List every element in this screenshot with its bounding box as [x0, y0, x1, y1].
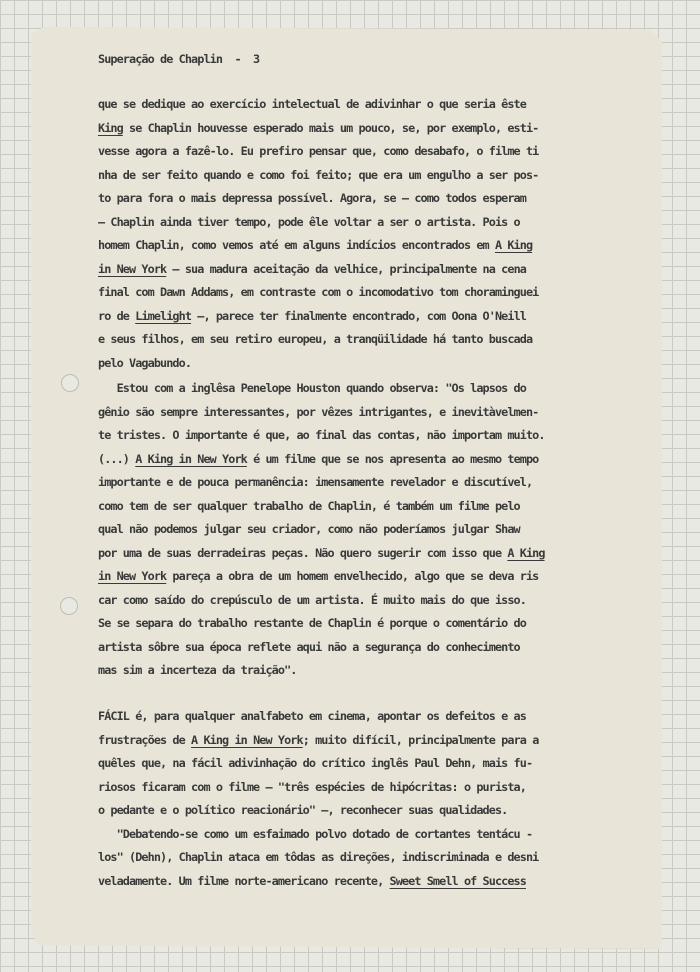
text-segment: to para fora o mais depressa possível. Agora, se — como todos esperam	[98, 191, 526, 205]
text-line	[98, 590, 526, 610]
text-segment: frustrações de	[98, 732, 192, 747]
text-segment: final com Dawn Addams, em contraste com o incomodativo tom choraminguei	[98, 285, 539, 299]
text-segment: ; muito difícil, principalmente para a	[302, 732, 539, 747]
text-line	[98, 730, 538, 750]
text-segment: riosos ficaram com o filme — "três espécies de hipócritas: o purista,	[98, 779, 526, 794]
text-line	[98, 259, 526, 279]
text-segment: pelo Vagabundo.	[98, 355, 192, 370]
text-segment: se Chaplin houvesse esperado mais um pouco, se, por exemplo, esti-	[122, 120, 539, 135]
text-segment: (...)	[98, 451, 136, 466]
text-line	[98, 282, 538, 302]
text-segment: car como saído do crepúsculo de um artista. É muito mais do que isso.	[98, 592, 526, 607]
document-body	[98, 49, 633, 888]
text-line	[98, 425, 545, 445]
text-segment: o pedante e o político reacionário" —, reconhecer suas qualidades.	[98, 803, 508, 817]
underlined-title: Sweet Smell of Success	[389, 873, 526, 888]
text-line	[98, 472, 532, 492]
text-segment: que se dedique ao exercício intelectual de adivinhar o que seria êste	[98, 97, 526, 111]
text-segment: por uma de suas derradeiras peças. Não quero sugerir com isso que	[98, 545, 508, 560]
text-line	[98, 378, 526, 398]
text-line	[98, 777, 526, 797]
text-segment: mas sim a incerteza da traição".	[98, 663, 297, 677]
text-segment: — sua madura aceitação da velhice, principalmente na cena	[166, 261, 526, 276]
text-line	[98, 871, 526, 891]
underlined-title: King	[98, 120, 123, 135]
text-segment: gênio são sempre interessantes, por vêzes intrigantes, e inevitàvelmen-	[98, 404, 539, 419]
text-segment: homem Chaplin, como vemos até em alguns indícios encontrados em	[98, 238, 495, 252]
text-segment: veladamente. Um filme norte-americano recente,	[98, 873, 390, 888]
underlined-title: in New York	[98, 261, 167, 276]
text-line	[98, 188, 526, 208]
text-line	[98, 353, 191, 373]
punch-hole	[60, 597, 78, 615]
text-segment: ro de	[98, 308, 136, 323]
text-line	[98, 824, 532, 844]
text-line	[98, 449, 538, 469]
text-segment: é um filme que se nos apresenta ao mesmo tempo	[246, 451, 539, 466]
text-line	[98, 94, 526, 114]
text-segment: los" (Dehn), Chaplin ataca em tôdas as direções, indiscriminada e desni	[98, 850, 539, 864]
text-segment: Estou com a inglêsa Penelope Houston quando observa: "Os lapsos do	[98, 381, 526, 395]
text-line	[98, 402, 538, 422]
text-segment: — Chaplin ainda tiver tempo, pode êle voltar a ser o artista. Pois o	[98, 214, 520, 229]
text-segment: vesse agora a fazê-lo. Eu prefiro pensar que, como desabafo, o filme ti	[98, 144, 539, 158]
text-segment: qual não podemos julgar seu criador, como não poderíamos julgar Shaw	[98, 522, 520, 536]
text-line	[98, 118, 538, 138]
text-segment: nha de ser feito quando e como foi feito; que era um engulho a ser pos-	[98, 167, 539, 182]
text-segment: importante e de pouca permanência: imensamente revelador e discutível,	[98, 475, 533, 489]
page-header: Superação de Chaplin - 3	[98, 52, 260, 66]
underlined-title: A King in New York	[135, 451, 247, 466]
underlined-title: A King	[507, 545, 545, 560]
text-line	[98, 141, 538, 161]
punch-hole	[61, 374, 79, 392]
text-line	[98, 847, 538, 867]
text-line	[98, 706, 526, 726]
text-segment: "Debatendo-se como um esfaimado polvo dotado de cortantes tentácu -	[98, 826, 533, 841]
text-line	[98, 519, 520, 539]
underlined-title: A King in New York	[191, 732, 303, 747]
text-segment: e seus filhos, em seu retiro europeu, a tranqüilidade há tanto buscada	[98, 332, 533, 346]
text-segment: FÁCIL é, para qualquer analfabeto em cinema, apontar os defeitos e as	[98, 709, 526, 723]
text-line	[98, 543, 545, 563]
text-line	[98, 306, 526, 326]
text-segment: como tem de ser qualquer trabalho de Chaplin, é também um filme pelo	[98, 498, 520, 513]
underlined-title: A King	[494, 238, 533, 252]
text-line	[98, 753, 532, 773]
text-segment: —, parece ter finalmente encontrado, com Oona O'Neill	[191, 308, 526, 323]
underlined-title: Limelight	[135, 308, 192, 323]
text-line	[98, 566, 538, 586]
text-line	[98, 165, 538, 185]
text-line	[98, 800, 507, 820]
text-line	[98, 637, 520, 657]
text-line	[98, 329, 532, 349]
text-segment: artista sôbre sua época reflete aqui não a segurança do conhecimento	[98, 639, 520, 654]
text-segment: Se se separa do trabalho restante de Chaplin é porque o comentário do	[98, 616, 526, 630]
text-line	[98, 613, 526, 633]
text-line	[98, 235, 532, 255]
text-segment: quêles que, na fácil adivinhação do crítico inglês Paul Dehn, mais fu-	[98, 756, 533, 770]
text-segment: te tristes. O importante é que, ao final das contas, não importam muito.	[98, 428, 545, 442]
text-segment: pareça a obra de um homem envelhecido, algo que se deva ris	[166, 569, 539, 583]
underlined-title: in New York	[98, 569, 167, 583]
text-line	[98, 660, 296, 680]
text-line	[98, 212, 520, 232]
text-line	[98, 496, 520, 516]
